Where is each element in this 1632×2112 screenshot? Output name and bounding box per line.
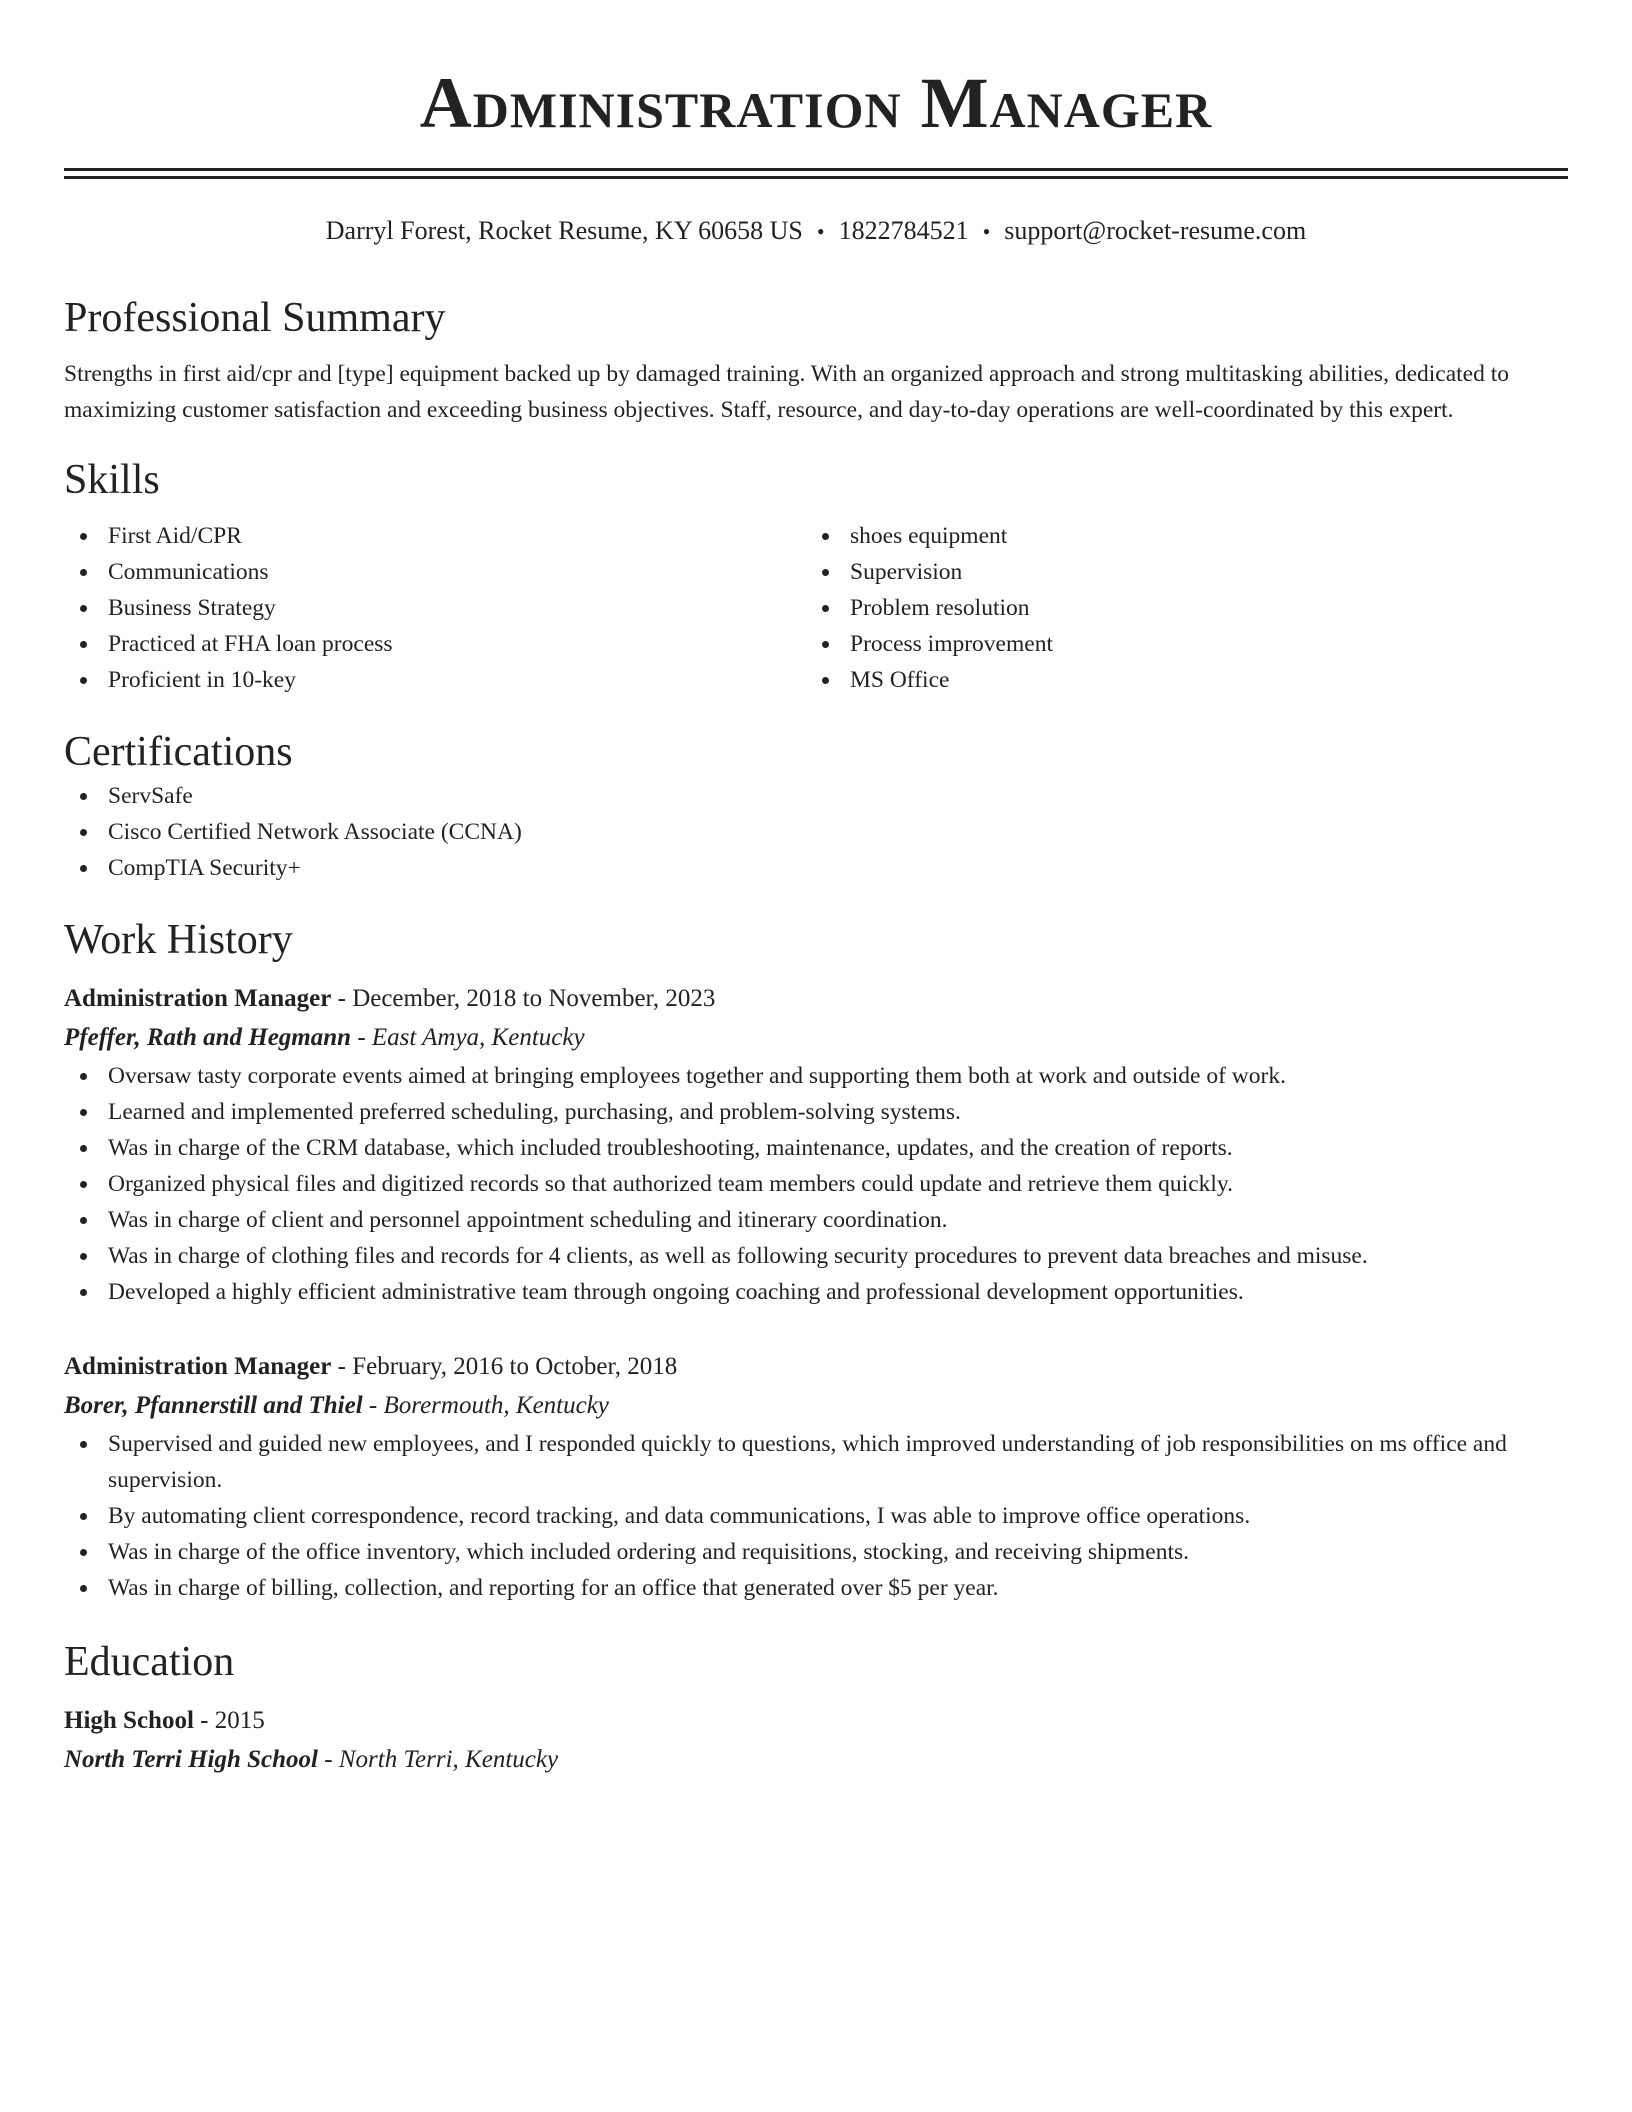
job-entry bbox=[64, 1348, 1568, 1606]
company-line: Pfeffer, Rath and Hegmann - East Amya, Kentucky bbox=[64, 1024, 585, 1051]
skills-heading: Skills bbox=[64, 457, 160, 503]
summary-text: Strengths in first aid/cpr and [type] equipment backed up by damaged training. With an organized approach and strong multitasking abilities, dedicated to maximizing customer satisfaction and exceeding business objectives. Staff, resource, and day-to-day operations are well-coordinated by this expert. bbox=[64, 361, 1510, 423]
skill-item: Process improvement bbox=[806, 626, 1548, 662]
company-line: Borer, Pfannerstill and Thiel - Borermouth, Kentucky bbox=[64, 1392, 609, 1419]
certification-item: Cisco Certified Network Associate (CCNA) bbox=[64, 814, 1568, 850]
job-dates: December, 2018 to November, 2023 bbox=[352, 985, 716, 1012]
job-title-line: Administration Manager - February, 2016 to October, 2018 bbox=[64, 1353, 678, 1380]
skill-item: Problem resolution bbox=[806, 590, 1548, 626]
skill-item: Supervision bbox=[806, 554, 1548, 590]
skill-item: Practiced at FHA loan process bbox=[64, 626, 806, 662]
skill-item: shoes equipment bbox=[806, 518, 1548, 554]
certifications-heading: Certifications bbox=[64, 729, 293, 775]
job-entry bbox=[64, 980, 1568, 1310]
work-history-heading: Work History bbox=[64, 917, 293, 963]
duty-item: Was in charge of client and personnel appointment scheduling and itinerary coordination. bbox=[64, 1202, 1568, 1238]
skills-left-list bbox=[64, 518, 806, 698]
school-line: North Terri High School - North Terri, Kentucky bbox=[64, 1746, 559, 1773]
skill-item: Business Strategy bbox=[64, 590, 806, 626]
bullet-separator: • bbox=[816, 219, 825, 244]
company-name: Pfeffer, Rath and Hegmann bbox=[64, 1024, 352, 1051]
skill-item: Proficient in 10-key bbox=[64, 662, 806, 698]
contact-address: Darryl Forest, Rocket Resume, KY 60658 US bbox=[325, 216, 803, 245]
job-title: Administration Manager bbox=[64, 985, 332, 1012]
education-heading: Education bbox=[64, 1639, 235, 1685]
skills-right-list bbox=[806, 518, 1548, 698]
company-location: East Amya, Kentucky bbox=[371, 1024, 585, 1051]
summary-heading: Professional Summary bbox=[64, 295, 446, 341]
contact-phone: 1822784521 bbox=[838, 216, 969, 245]
duty-item: Developed a highly efficient administrative team through ongoing coaching and professional development opportunities. bbox=[64, 1274, 1568, 1310]
school-location: North Terri, Kentucky bbox=[338, 1746, 559, 1773]
job-title: Administration Manager bbox=[64, 1353, 332, 1380]
duty-item: Was in charge of the CRM database, which included troubleshooting, maintenance, updates, and the creation of reports. bbox=[64, 1130, 1568, 1166]
certification-item: CompTIA Security+ bbox=[64, 850, 1568, 886]
skill-item: MS Office bbox=[806, 662, 1548, 698]
bullet-separator: • bbox=[982, 219, 991, 244]
double-rule-divider bbox=[64, 168, 1568, 179]
duty-item: Organized physical files and digitized records so that authorized team members could update and retrieve them quickly. bbox=[64, 1166, 1568, 1202]
education-entry bbox=[64, 1702, 1568, 1780]
graduation-year: 2015 bbox=[214, 1707, 265, 1734]
school-name: North Terri High School bbox=[64, 1746, 319, 1773]
skill-item: First Aid/CPR bbox=[64, 518, 806, 554]
degree-line: High School - 2015 bbox=[64, 1707, 265, 1734]
company-location: Borermouth, Kentucky bbox=[383, 1392, 609, 1419]
duty-item: Supervised and guided new employees, and I responded quickly to questions, which improved understanding of job responsibilities on ms office and supervision. bbox=[64, 1426, 1568, 1498]
job-title-line: Administration Manager - December, 2018 to November, 2023 bbox=[64, 985, 716, 1012]
skills-columns bbox=[64, 518, 1568, 698]
certifications-list bbox=[64, 778, 1568, 886]
duty-item: Was in charge of the office inventory, which included ordering and requisitions, stocking, and receiving shipments. bbox=[64, 1534, 1568, 1570]
certification-item: ServSafe bbox=[64, 778, 1568, 814]
job-dates: February, 2016 to October, 2018 bbox=[352, 1353, 678, 1380]
duty-item: Was in charge of clothing files and records for 4 clients, as well as following security procedures to prevent data breaches and misuse. bbox=[64, 1238, 1568, 1274]
degree-name: High School bbox=[64, 1707, 194, 1734]
duty-item: By automating client correspondence, record tracking, and data communications, I was able to improve office operations. bbox=[64, 1498, 1568, 1534]
job-duties-list bbox=[64, 1426, 1568, 1606]
contact-email: support@rocket-resume.com bbox=[1004, 216, 1307, 245]
company-name: Borer, Pfannerstill and Thiel bbox=[64, 1392, 363, 1419]
duty-item: Oversaw tasty corporate events aimed at bringing employees together and supporting them both at work and outside of work. bbox=[64, 1058, 1568, 1094]
job-duties-list bbox=[64, 1058, 1568, 1310]
duty-item: Was in charge of billing, collection, and reporting for an office that generated over $5 per year. bbox=[64, 1570, 1568, 1606]
contact-line bbox=[64, 215, 1568, 248]
duty-item: Learned and implemented preferred scheduling, purchasing, and problem-solving systems. bbox=[64, 1094, 1568, 1130]
page-title: Administration Manager bbox=[419, 63, 1213, 143]
skill-item: Communications bbox=[64, 554, 806, 590]
